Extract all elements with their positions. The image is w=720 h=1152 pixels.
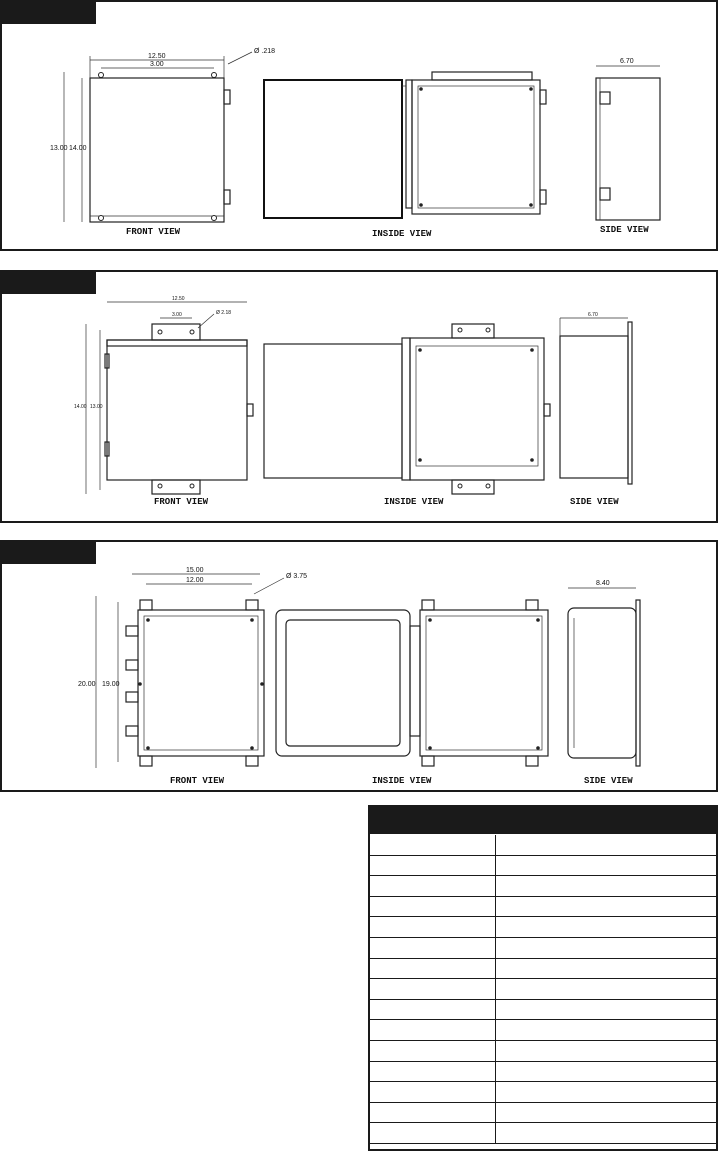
table-row <box>370 979 716 1000</box>
front-view-3 <box>96 574 284 768</box>
side-view-2 <box>560 318 632 484</box>
p2-hole-dim: Ø 2.18 <box>216 310 232 316</box>
spec-table <box>368 805 718 1151</box>
table-row <box>370 1103 716 1124</box>
table-cell-value <box>496 938 716 958</box>
p3-height-outer-dim: 20.00 <box>78 681 96 688</box>
table-cell-value <box>496 1000 716 1020</box>
drawing-panel-3 <box>0 540 718 792</box>
front-view-2 <box>86 302 253 494</box>
table-row <box>370 1062 716 1083</box>
p1-depth-dim: 6.70 <box>620 58 634 65</box>
table-cell-value <box>496 1082 716 1102</box>
table-row <box>370 1020 716 1041</box>
p2-side-view-label: SIDE VIEW <box>570 497 619 507</box>
table-cell-value <box>496 1123 716 1143</box>
table-cell-value <box>496 876 716 896</box>
table-row <box>370 835 716 856</box>
table-cell-value <box>496 1103 716 1123</box>
p3-width-dim: 15.00 <box>186 567 204 574</box>
p1-front-view-label: FRONT VIEW <box>126 227 181 237</box>
table-cell-value <box>496 1062 716 1082</box>
table-cell-label <box>370 1000 496 1020</box>
table-row <box>370 1123 716 1144</box>
inside-view-1 <box>264 72 546 218</box>
table-cell-label <box>370 1123 496 1143</box>
p2-inner-width-dim: 3.00 <box>172 312 182 318</box>
table-cell-label <box>370 1103 496 1123</box>
p1-hole-dim: Ø .218 <box>254 48 276 55</box>
table-row <box>370 897 716 918</box>
table-row <box>370 938 716 959</box>
table-row <box>370 876 716 897</box>
table-cell-label <box>370 856 496 876</box>
table-cell-value <box>496 959 716 979</box>
table-cell-label <box>370 917 496 937</box>
table-cell-label <box>370 938 496 958</box>
table-row <box>370 1082 716 1103</box>
p3-front-view-label: FRONT VIEW <box>170 776 225 786</box>
table-cell-value <box>496 979 716 999</box>
p1-height-outer-dim: 13.00 <box>50 145 68 152</box>
p1-height-inner-dim: 14.00 <box>69 145 87 152</box>
table-cell-label <box>370 959 496 979</box>
table-row <box>370 1041 716 1062</box>
p3-inner-width-dim: 12.00 <box>186 577 204 584</box>
table-cell-value <box>496 1041 716 1061</box>
p2-front-view-label: FRONT VIEW <box>154 497 209 507</box>
side-view-3 <box>568 588 640 766</box>
p1-width-dim: 12.50 <box>148 53 166 60</box>
table-cell-label <box>370 1041 496 1061</box>
p3-side-view-label: SIDE VIEW <box>584 776 633 786</box>
spec-table-header <box>370 807 716 834</box>
drawing-panel-2 <box>0 270 718 523</box>
p3-height-inner-dim: 19.00 <box>102 681 120 688</box>
table-row <box>370 959 716 980</box>
panel-1-drawing <box>2 2 718 251</box>
p2-height-outer-dim: 14.00 <box>74 404 87 410</box>
p2-inside-view-label: INSIDE VIEW <box>384 497 444 507</box>
table-row <box>370 917 716 938</box>
panel-3-drawing <box>2 542 718 792</box>
table-cell-label <box>370 1020 496 1040</box>
spec-table-body <box>370 835 716 1144</box>
table-cell-label <box>370 835 496 855</box>
p1-inner-width-dim: 3.00 <box>150 61 164 68</box>
p1-side-view-label: SIDE VIEW <box>600 225 649 235</box>
table-cell-value <box>496 835 716 855</box>
panel-2-drawing <box>2 272 718 523</box>
table-cell-value <box>496 917 716 937</box>
table-cell-label <box>370 1082 496 1102</box>
p2-height-inner-dim: 13.00 <box>90 404 103 410</box>
p1-inside-view-label: INSIDE VIEW <box>372 229 432 239</box>
table-cell-value <box>496 1020 716 1040</box>
table-cell-label <box>370 897 496 917</box>
p3-hole-dim: Ø 3.75 <box>286 573 308 580</box>
table-cell-label <box>370 1062 496 1082</box>
table-cell-value <box>496 897 716 917</box>
table-cell-label <box>370 979 496 999</box>
table-row <box>370 1000 716 1021</box>
p3-inside-view-label: INSIDE VIEW <box>372 776 432 786</box>
p2-depth-dim: 6.70 <box>588 312 598 318</box>
inside-view-2 <box>264 324 550 494</box>
p3-depth-dim: 8.40 <box>596 580 610 587</box>
front-view-1 <box>64 52 252 222</box>
inside-view-3 <box>276 600 548 766</box>
side-view-1 <box>596 66 660 220</box>
drawing-panel-1 <box>0 0 718 251</box>
table-cell-label <box>370 876 496 896</box>
table-cell-value <box>496 856 716 876</box>
table-row <box>370 856 716 877</box>
p2-width-dim: 12.50 <box>172 296 185 302</box>
